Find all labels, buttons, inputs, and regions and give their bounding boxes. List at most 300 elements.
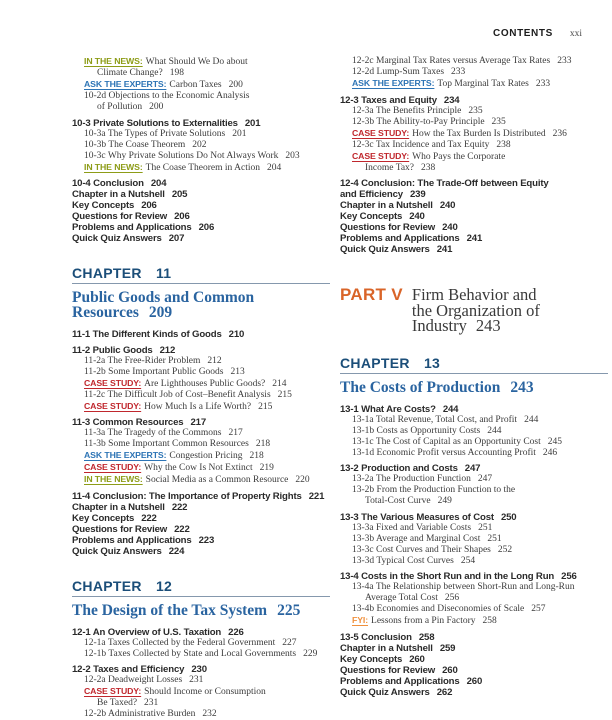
toc-entry-line xyxy=(340,178,608,189)
entry-page: 245 xyxy=(547,436,562,447)
toc-entry-line xyxy=(340,582,608,593)
entry-text: 11-3 Common Resources xyxy=(72,417,184,428)
entry-page: 244 xyxy=(487,425,502,436)
toc-subsection-entry xyxy=(72,367,330,378)
toc-subsection-entry xyxy=(72,638,330,649)
toc-entry-line xyxy=(340,117,608,128)
entry-page: 240 xyxy=(439,200,456,211)
entry-page: 227 xyxy=(282,637,297,648)
entry-text: Questions for Review xyxy=(340,222,436,233)
toc-endmatter-entry xyxy=(340,665,608,676)
folio-page-number: xxi xyxy=(569,29,582,39)
in-the-news-label: IN THE NEWS: xyxy=(84,56,143,66)
entry-text: 13-4 Costs in the Short Run and in the Long Run xyxy=(340,571,555,582)
entry-text: 10-4 Conclusion xyxy=(72,178,144,189)
entry-text: Quick Quiz Answers xyxy=(340,686,430,698)
chapter-title-line xyxy=(72,290,330,305)
entry-page: 260 xyxy=(466,675,483,687)
toc-subsection-entry xyxy=(340,485,608,507)
entry-page: 247 xyxy=(464,463,481,474)
entry-page: 260 xyxy=(442,664,458,676)
toc-entry-line xyxy=(72,118,330,129)
toc-entry-line xyxy=(340,244,608,255)
toc-subsection-entry xyxy=(72,709,330,720)
entry-text: Social Media as a Common Resource xyxy=(145,475,289,485)
toc-feature-case-study xyxy=(72,686,330,709)
entry-text: 11-2b Some Important Public Goods xyxy=(84,366,224,377)
chapter-title-text: The Costs of Production xyxy=(340,378,501,396)
toc-section-entry xyxy=(72,345,330,356)
entry-text: 13-3a Fixed and Variable Costs xyxy=(352,522,472,533)
toc-subsection-entry xyxy=(72,356,330,367)
toc-entry-line xyxy=(72,546,330,557)
toc-feature-ask-experts xyxy=(340,78,608,90)
right-column xyxy=(340,56,608,720)
toc-feature-ask-experts xyxy=(72,450,330,462)
entry-text: 10-2d Objections to the Economic Analysis xyxy=(84,91,250,101)
entry-text: 13-3b Average and Marginal Cost xyxy=(352,533,481,544)
toc-entry-line xyxy=(340,474,608,485)
entry-page: 258 xyxy=(418,631,435,643)
entry-text: Key Concepts xyxy=(72,200,135,211)
toc-feature-case-study xyxy=(340,151,608,174)
toc-entry-line xyxy=(340,615,608,627)
entry-text: 13-2b From the Production Function to the xyxy=(352,485,516,495)
entry-text: Carbon Taxes xyxy=(169,80,222,90)
toc-entry-line xyxy=(72,56,330,68)
toc-entry-line xyxy=(340,163,608,174)
entry-text: Questions for Review xyxy=(72,211,168,222)
entry-page: 200 xyxy=(228,80,243,90)
toc-endmatter-entry xyxy=(72,222,330,233)
part-label: PART V xyxy=(340,285,403,304)
toc-entry-line xyxy=(340,404,608,415)
toc-entry-line xyxy=(340,676,608,687)
toc-entry-line xyxy=(72,535,330,546)
entry-page: 223 xyxy=(198,534,215,546)
entry-page: 217 xyxy=(190,417,207,428)
entry-text: 10-3b The Coase Theorem xyxy=(84,139,186,150)
toc-endmatter-entry xyxy=(72,502,330,513)
toc-entry-line xyxy=(340,128,608,140)
toc-entry-line xyxy=(72,329,330,340)
entry-text-cont: Total-Cost Curve xyxy=(365,496,431,506)
toc-section-entry xyxy=(340,463,608,474)
entry-page: 218 xyxy=(255,439,271,449)
entry-text: Problems and Applications xyxy=(340,233,460,244)
entry-text: 13-1d Economic Profit versus Accounting Profit xyxy=(352,447,536,458)
entry-text: 11-4 Conclusion: The Importance of Property Rights xyxy=(72,490,302,502)
toc-entry-line xyxy=(340,523,608,534)
entry-page: 251 xyxy=(478,522,493,533)
toc-entry-line xyxy=(340,604,608,615)
case-study-label: CASE STUDY: xyxy=(84,686,142,696)
toc-entries-block xyxy=(72,56,330,244)
entry-page: 206 xyxy=(141,200,157,211)
toc-subsection-entry xyxy=(72,675,330,686)
toc-entry-line xyxy=(72,129,330,140)
entry-text: 12-3 Taxes and Equity xyxy=(340,94,437,106)
toc-endmatter-entry xyxy=(340,643,608,654)
entry-page: 236 xyxy=(552,128,567,139)
toc-subsection-entry xyxy=(340,415,608,426)
toc-entry-line xyxy=(340,222,608,233)
entry-page: 259 xyxy=(439,642,456,654)
entry-page: 233 xyxy=(535,79,551,89)
toc-entry-line xyxy=(72,491,330,502)
toc-subsection-entry xyxy=(340,474,608,485)
toc-entry-line xyxy=(340,95,608,106)
toc-subsection-entry xyxy=(340,106,608,117)
toc-endmatter-entry xyxy=(340,233,608,244)
entry-text: Questions for Review xyxy=(340,664,436,676)
toc-entry-line xyxy=(72,345,330,356)
toc-subsection-entry xyxy=(340,140,608,151)
toc-subsection-entry xyxy=(340,556,608,567)
entry-text: Why the Cow Is Not Extinct xyxy=(144,463,253,473)
entry-page: 203 xyxy=(285,150,300,161)
chapter-title-text: Public Goods and Common xyxy=(72,289,255,306)
entry-page: 241 xyxy=(466,233,483,244)
entry-text: 12-1b Taxes Collected by State and Local Governments xyxy=(84,648,297,659)
entry-text: 12-3a The Benefits Principle xyxy=(352,105,462,116)
entry-text: 12-2d Lump-Sum Taxes xyxy=(352,67,445,77)
entry-page: 198 xyxy=(169,68,184,78)
part-title xyxy=(412,287,540,334)
entry-page: 213 xyxy=(230,366,245,377)
entry-text: 13-4a The Relationship between Short-Run and Long-Run xyxy=(352,582,575,592)
toc-feature-fyi xyxy=(340,615,608,627)
entry-text: The Coase Theorem in Action xyxy=(145,162,260,173)
toc-feature-case-study xyxy=(72,462,330,474)
entry-text: 12-2c Marginal Tax Rates versus Average Tax Rates xyxy=(352,56,551,66)
entry-page: 217 xyxy=(228,428,243,438)
entry-page: 235 xyxy=(468,105,483,116)
toc-endmatter-entry xyxy=(72,189,330,200)
toc-entry-line xyxy=(340,56,608,67)
toc-entry-line xyxy=(72,474,330,486)
entry-page: 256 xyxy=(561,571,577,582)
part-page: 243 xyxy=(475,316,501,335)
entry-page: 238 xyxy=(421,162,436,173)
entry-text: 12-2 Taxes and Efficiency xyxy=(72,664,185,675)
chapter-block xyxy=(72,266,330,557)
entry-text: 12-1 An Overview of U.S. Taxation xyxy=(72,626,222,638)
toc-section-entry xyxy=(340,178,608,200)
toc-subsection-entry xyxy=(340,437,608,448)
case-study-label: CASE STUDY: xyxy=(352,127,410,138)
toc-endmatter-entry xyxy=(72,513,330,524)
case-study-label: CASE STUDY: xyxy=(84,377,142,388)
toc-entry-line xyxy=(72,675,330,686)
chapter-page: 209 xyxy=(148,304,173,321)
entry-page: 251 xyxy=(487,533,502,544)
toc-feature-in-the-news xyxy=(72,56,330,79)
toc-subsection-entry xyxy=(340,117,608,128)
toc-entry-line xyxy=(340,448,608,459)
ask-experts-label: ASK THE EXPERTS: xyxy=(84,450,167,460)
entry-text: Quick Quiz Answers xyxy=(72,233,162,244)
toc-section-entry xyxy=(340,571,608,582)
entry-page: 260 xyxy=(409,653,425,665)
entry-page: 247 xyxy=(477,474,493,484)
entry-page: 252 xyxy=(497,544,513,555)
chapter-heading: CHAPTER 11 xyxy=(72,266,330,284)
entry-text: 13-3c Cost Curves and Their Shapes xyxy=(352,544,491,555)
running-head xyxy=(72,26,608,40)
entry-page: 257 xyxy=(531,604,546,614)
toc-entry-line xyxy=(340,485,608,496)
entry-page: 210 xyxy=(228,329,245,340)
entry-text: 12-1a Taxes Collected by the Federal Government xyxy=(84,637,276,648)
toc-entry-line xyxy=(72,102,330,113)
toc-columns xyxy=(72,56,608,720)
entry-text: Chapter in a Nutshell xyxy=(340,200,433,211)
toc-subsection-entry xyxy=(72,91,330,113)
chapter-block xyxy=(340,356,608,698)
entry-text: 13-4b Economies and Diseconomies of Scale xyxy=(352,604,525,614)
toc-section-entry xyxy=(340,95,608,106)
toc-entry-line xyxy=(72,439,330,450)
toc-feature-case-study xyxy=(72,378,330,390)
toc-entry-line xyxy=(72,162,330,174)
entry-text: Problems and Applications xyxy=(72,534,192,546)
toc-entry-line xyxy=(72,68,330,79)
toc-feature-case-study xyxy=(72,401,330,413)
entry-text: 11-2a The Free-Rider Problem xyxy=(84,355,201,366)
toc-entry-line xyxy=(72,428,330,439)
toc-section-entry xyxy=(72,664,330,675)
toc-subsection-entry xyxy=(340,534,608,545)
toc-entry-line xyxy=(340,140,608,151)
toc-entry-line xyxy=(340,665,608,676)
entry-text: Congestion Pricing xyxy=(169,451,243,461)
entry-page: 224 xyxy=(168,545,185,557)
chapter-page: 243 xyxy=(510,378,534,396)
toc-section-entry xyxy=(340,632,608,643)
toc-subsection-entry xyxy=(72,439,330,450)
entry-page: 244 xyxy=(524,414,539,425)
ask-experts-label: ASK THE EXPERTS: xyxy=(352,78,435,88)
entry-page: 239 xyxy=(409,189,426,200)
toc-endmatter-entry xyxy=(340,676,608,687)
toc-entry-line xyxy=(340,151,608,163)
toc-endmatter-entry xyxy=(340,687,608,698)
entry-text: Key Concepts xyxy=(340,653,403,665)
toc-entry-line xyxy=(72,524,330,535)
entry-page: 222 xyxy=(174,523,190,535)
entry-page: 201 xyxy=(244,117,261,129)
entry-page: 218 xyxy=(249,451,264,461)
toc-feature-in-the-news xyxy=(72,474,330,486)
entry-text-cont: Be Taxed? xyxy=(97,698,138,708)
toc-entry-line xyxy=(72,649,330,660)
toc-entry-line xyxy=(340,106,608,117)
entry-page: 233 xyxy=(557,56,572,66)
toc-section-entry xyxy=(340,512,608,523)
toc-entry-line xyxy=(72,664,330,675)
chapter-heading: CHAPTER 13 xyxy=(340,356,608,374)
toc-entry-line xyxy=(340,463,608,474)
toc-subsection-entry xyxy=(340,582,608,604)
toc-entry-line xyxy=(340,593,608,604)
toc-entry-line xyxy=(340,496,608,507)
toc-entry-line xyxy=(340,545,608,556)
entry-page: 214 xyxy=(272,378,287,389)
toc-entry-line xyxy=(72,686,330,698)
toc-entries-block xyxy=(340,56,608,255)
entry-text: Questions for Review xyxy=(72,523,168,535)
entry-page: 238 xyxy=(496,139,511,150)
entry-text: 11-1 The Different Kinds of Goods xyxy=(72,329,222,340)
toc-entry-line xyxy=(340,643,608,654)
case-study-label: CASE STUDY: xyxy=(352,150,410,161)
toc-endmatter-entry xyxy=(340,211,608,222)
contents-label: CONTENTS xyxy=(493,28,553,39)
toc-feature-in-the-news xyxy=(72,162,330,174)
entry-text: 13-5 Conclusion xyxy=(340,631,412,643)
toc-endmatter-entry xyxy=(72,535,330,546)
entry-text: 11-3a The Tragedy of the Commons xyxy=(84,428,222,438)
toc-subsection-entry xyxy=(72,649,330,660)
toc-entry-line xyxy=(340,512,608,523)
entry-text: How Much Is a Life Worth? xyxy=(144,401,252,412)
entry-page: 258 xyxy=(482,616,497,626)
toc-entry-line xyxy=(72,417,330,428)
entry-text: Chapter in a Nutshell xyxy=(340,642,433,654)
entry-text: How the Tax Burden Is Distributed xyxy=(412,128,546,139)
toc-entry-line xyxy=(72,200,330,211)
entry-text: Problems and Applications xyxy=(72,222,192,233)
toc-entry-line xyxy=(72,178,330,189)
entry-text: Lessons from a Pin Factory xyxy=(371,616,476,626)
entry-page: 249 xyxy=(437,496,452,506)
chapter-title-text: The Design of the Tax System xyxy=(72,601,268,619)
toc-subsection-entry xyxy=(72,129,330,140)
entry-page: 206 xyxy=(174,211,190,222)
entry-page: 219 xyxy=(259,463,274,473)
chapter-page: 225 xyxy=(277,601,301,619)
entry-page: 204 xyxy=(150,178,167,189)
toc-entry-line xyxy=(72,709,330,720)
entry-text: Problems and Applications xyxy=(340,675,460,687)
entry-page: 235 xyxy=(491,116,506,127)
toc-subsection-entry xyxy=(72,428,330,439)
toc-endmatter-entry xyxy=(72,233,330,244)
entry-page: 244 xyxy=(442,403,459,415)
part-block xyxy=(340,287,608,334)
toc-feature-ask-experts xyxy=(72,79,330,91)
entry-text-cont: Income Tax? xyxy=(365,162,415,173)
entry-page: 200 xyxy=(149,102,164,112)
in-the-news-label: IN THE NEWS: xyxy=(84,474,143,484)
entry-text-cont: and Efficiency xyxy=(340,189,403,200)
toc-subsection-entry xyxy=(72,140,330,151)
chapter-title-line xyxy=(72,603,330,618)
toc-endmatter-entry xyxy=(340,654,608,665)
toc-section-entry xyxy=(72,417,330,428)
entry-page: 222 xyxy=(141,512,157,524)
toc-entry-line xyxy=(340,78,608,90)
toc-section-entry xyxy=(72,178,330,189)
entry-text: 10-3c Why Private Solutions Do Not Always Work xyxy=(84,150,279,161)
toc-entry-line xyxy=(72,151,330,162)
entry-page: 222 xyxy=(171,501,188,513)
entry-page: 256 xyxy=(444,593,460,603)
part-title-line xyxy=(412,318,540,334)
entry-page: 205 xyxy=(171,189,188,200)
toc-entry-line xyxy=(72,502,330,513)
entry-text: 10-3a The Types of Private Solutions xyxy=(84,128,226,139)
entry-page: 246 xyxy=(542,447,558,458)
toc-endmatter-entry xyxy=(72,211,330,222)
entry-text: 10-3 Private Solutions to Externalities xyxy=(72,117,238,129)
toc-entry-line xyxy=(340,211,608,222)
in-the-news-label: IN THE NEWS: xyxy=(84,161,143,172)
toc-entry-line xyxy=(72,211,330,222)
entry-page: 231 xyxy=(189,675,204,685)
entry-text: What Should We Do about xyxy=(145,57,248,67)
chapter-title-line xyxy=(340,380,608,395)
entry-text: 13-3 The Various Measures of Cost xyxy=(340,511,494,523)
toc-endmatter-entry xyxy=(72,546,330,557)
entry-text: 12-3b The Ability-to-Pay Principle xyxy=(352,116,485,127)
entry-text: 12-4 Conclusion: The Trade-Off between Equity xyxy=(340,178,549,189)
entry-page: 201 xyxy=(232,128,247,139)
toc-entry-line xyxy=(72,450,330,462)
toc-endmatter-entry xyxy=(340,244,608,255)
entry-text: 13-2 Production and Costs xyxy=(340,463,458,474)
toc-entry-line xyxy=(340,200,608,211)
entry-text: Should Income or Consumption xyxy=(144,687,266,697)
entry-text: 11-2c The Difficult Job of Cost–Benefit Analysis xyxy=(84,389,271,400)
toc-section-entry xyxy=(72,491,330,502)
toc-subsection-entry xyxy=(72,390,330,401)
toc-section-entry xyxy=(72,329,330,340)
chapter-title-line xyxy=(72,305,330,320)
toc-endmatter-entry xyxy=(340,222,608,233)
entry-text: 13-1a Total Revenue, Total Cost, and Profit xyxy=(352,414,518,425)
toc-entry-line xyxy=(72,378,330,390)
entry-page: 229 xyxy=(303,648,318,659)
entry-page: 212 xyxy=(207,355,222,366)
toc-entry-line xyxy=(340,233,608,244)
toc-entry-line xyxy=(340,556,608,567)
toc-subsection-entry xyxy=(340,545,608,556)
chapter-title xyxy=(340,380,608,395)
toc-entry-line xyxy=(72,401,330,413)
case-study-label: CASE STUDY: xyxy=(84,400,142,411)
toc-entry-line xyxy=(340,571,608,582)
toc-entry-line xyxy=(72,140,330,151)
entry-text: 12-3c Tax Incidence and Tax Equity xyxy=(352,139,490,150)
toc-feature-case-study xyxy=(340,128,608,140)
case-study-label: CASE STUDY: xyxy=(84,462,142,472)
chapter-heading: CHAPTER 12 xyxy=(72,579,330,597)
entry-page: 230 xyxy=(191,664,207,675)
toc-endmatter-entry xyxy=(72,524,330,535)
toc-entry-line xyxy=(340,67,608,78)
entry-text: 13-1b Costs as Opportunity Costs xyxy=(352,425,481,436)
toc-entry-line xyxy=(340,437,608,448)
ask-experts-label: ASK THE EXPERTS: xyxy=(84,79,167,89)
toc-entry-line xyxy=(72,356,330,367)
entry-text: Key Concepts xyxy=(72,512,135,524)
entry-page: 250 xyxy=(500,511,517,523)
part-title-text: Firm Behavior and xyxy=(411,285,537,304)
toc-subsection-entry xyxy=(340,448,608,459)
entry-page: 226 xyxy=(228,626,244,638)
